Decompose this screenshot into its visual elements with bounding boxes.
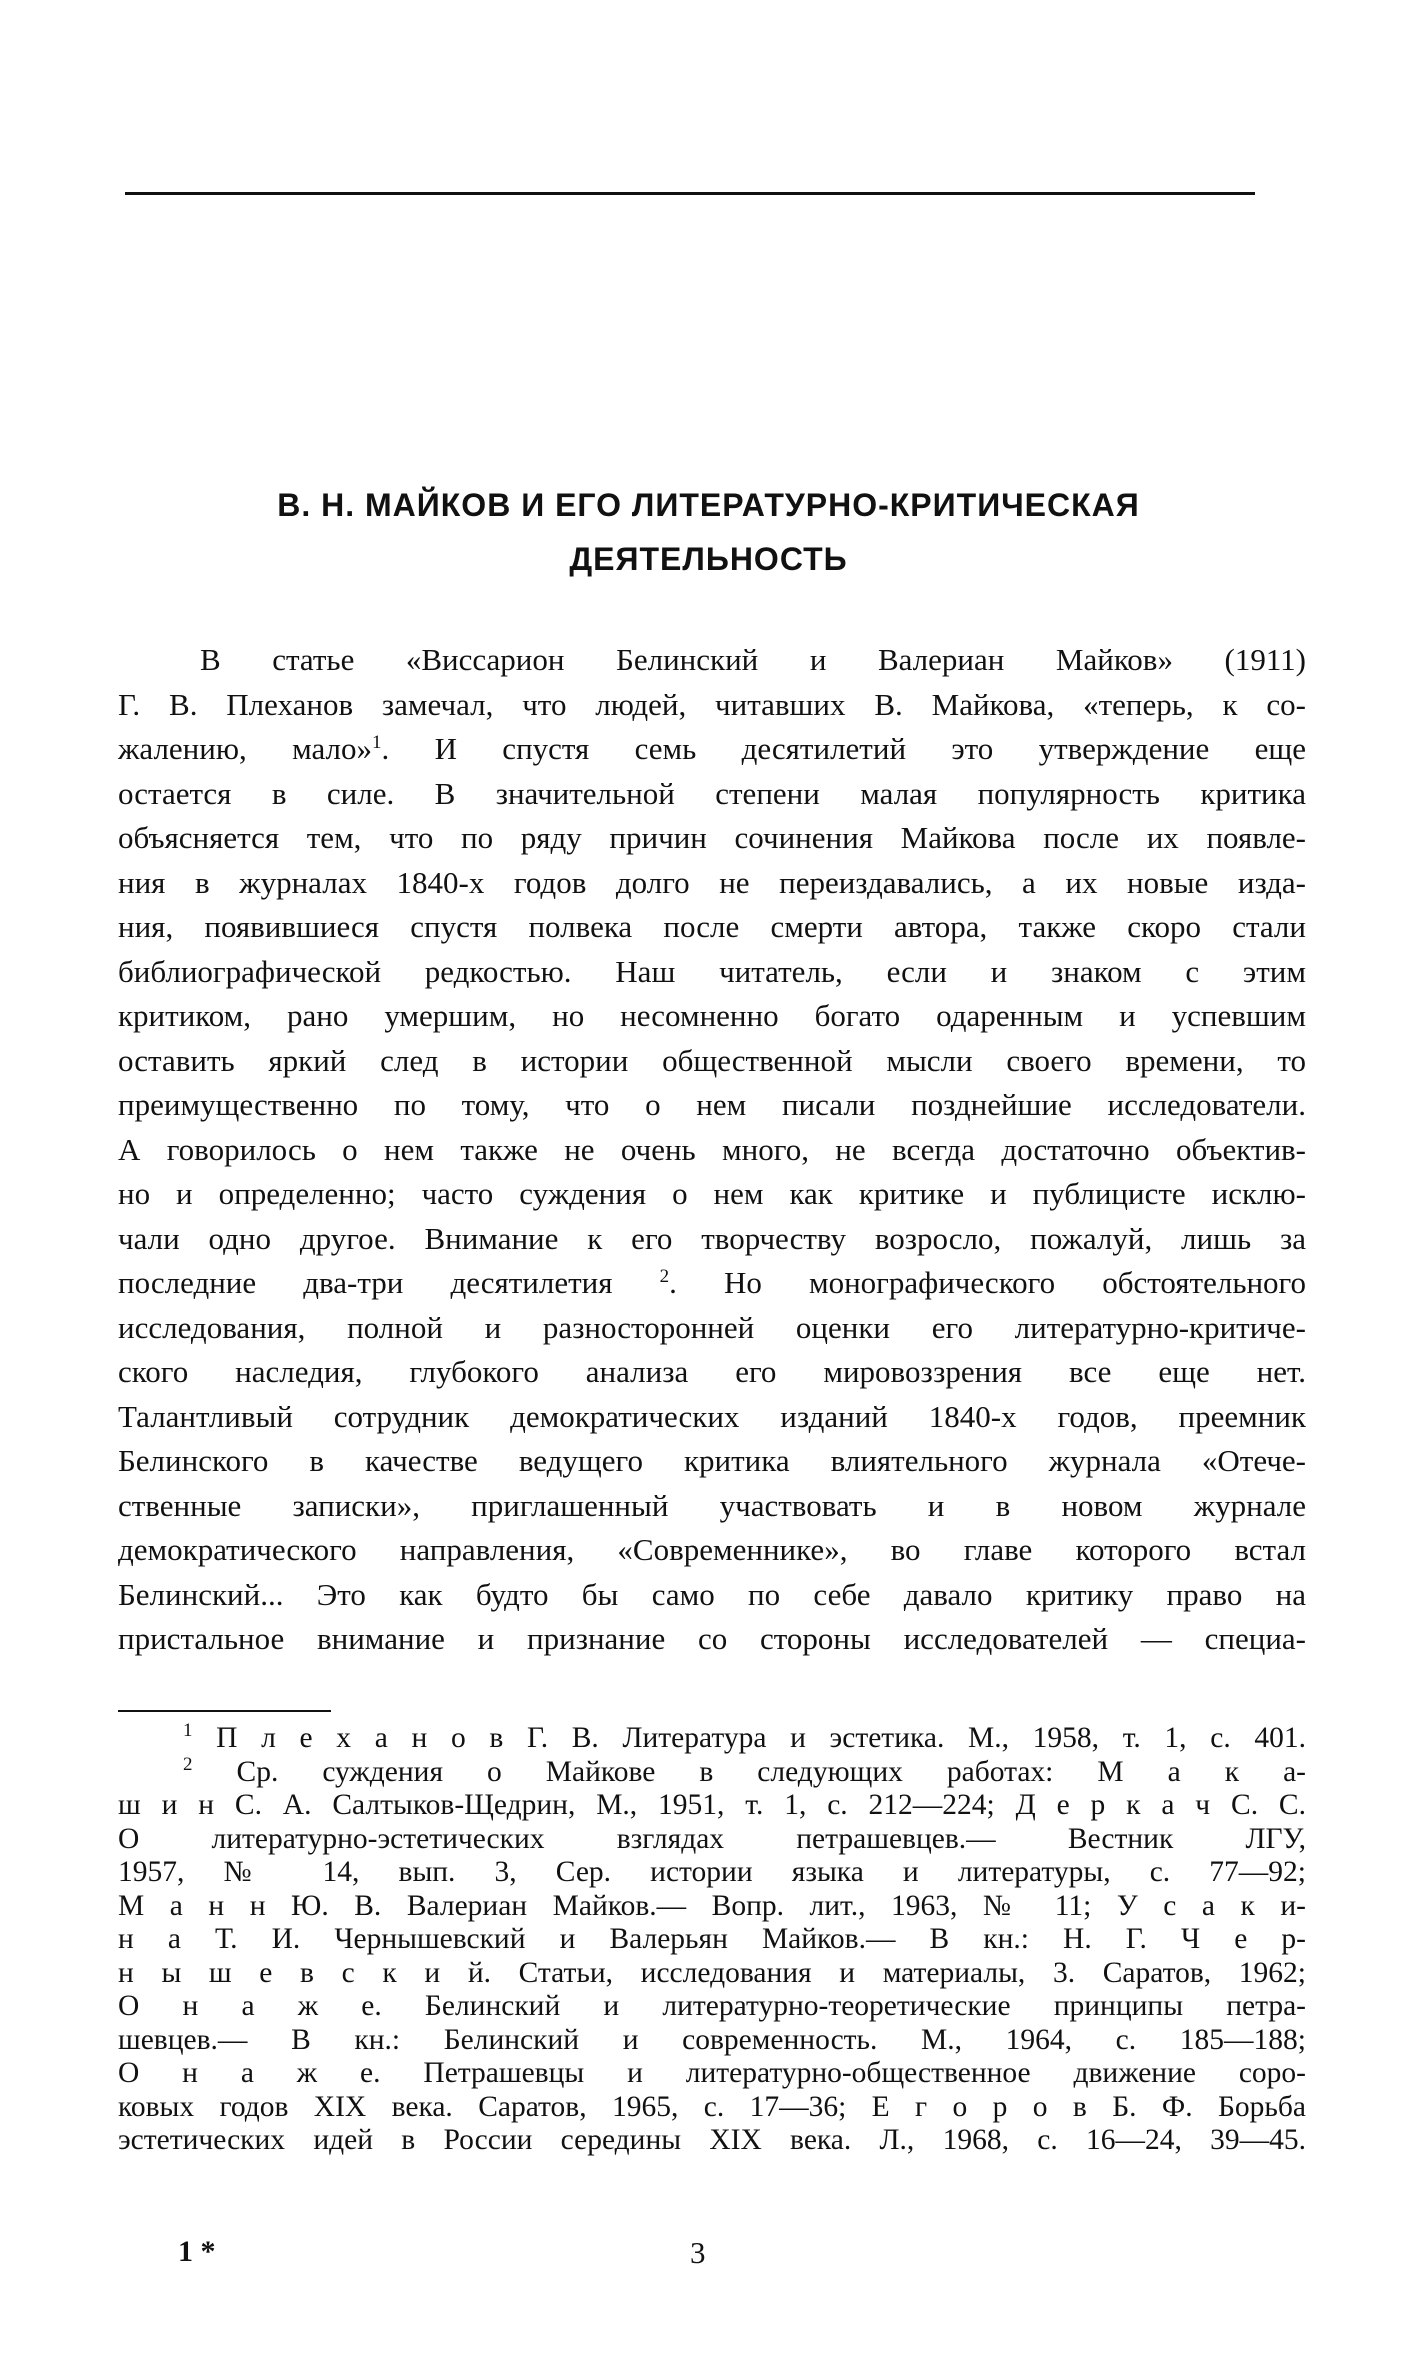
footnote-line: ш и н С. А. Салтыков-Щедрин, М., 1951, т. 1, с. 212—224; Д е р к а ч С. С.	[118, 1789, 1306, 1821]
page-number: 3	[690, 2235, 706, 2270]
body-paragraph	[118, 638, 1306, 1662]
body-line-part: жалению, мало»	[118, 731, 373, 766]
footnote-separator	[118, 1710, 331, 1712]
body-line: Г. В. Плеханов замечал, что людей, читавших В. Майкова, «теперь, к со-	[118, 686, 1306, 722]
body-line	[118, 1261, 1306, 1306]
top-rule	[125, 192, 1255, 195]
body-line: остается в силе. В значительной степени малая популярность критика	[118, 775, 1306, 811]
footnote-marker-2: 2	[183, 1753, 193, 1775]
body-line-part: . И спустя семь десятилетий это утверждение еще	[381, 731, 1306, 766]
body-line-part: последние два-три десятилетия	[118, 1265, 613, 1300]
footnote-ref-2: 2	[659, 1266, 670, 1287]
body-line: объясняется тем, что по ряду причин сочинения Майкова после их появле-	[118, 820, 1306, 855]
body-line: ского наследия, глубокого анализа его мировоззрения все еще нет.	[118, 1354, 1306, 1389]
body-line: преимущественно по тому, что о нем писали позднейшие исследователи.	[118, 1087, 1306, 1122]
footnote-line: н а Т. И. Чернышевский и Валерьян Майков.— В кн.: Н. Г. Ч е р-	[118, 1923, 1306, 1955]
body-line: ния в журналах 1840-х годов долго не переиздавались, а их новые изда-	[118, 864, 1306, 900]
chapter-title-line-1: В. Н. МАЙКОВ И ЕГО ЛИТЕРАТУРНО-КРИТИЧЕСКАЯ	[277, 487, 1140, 523]
footnote-line: М а н н Ю. В. Валериан Майков.— Вопр. лит., 1963, № 11; У с а к и-	[118, 1889, 1306, 1922]
body-line: демократического направления, «Современнике», во главе которого встал	[118, 1532, 1306, 1567]
body-line: чали одно другое. Внимание к его творчеству возросло, пожалуй, лишь за	[118, 1220, 1306, 1256]
footnote-ref-1: 1	[372, 732, 382, 753]
chapter-title	[120, 478, 1297, 586]
body-line: ния, появившиеся спустя полвека после смерти автора, также скоро стали	[118, 909, 1306, 944]
footnote-text: Ср. суждения о Майкове в следующих работах: М а к а-	[236, 1755, 1306, 1788]
footnote-line: шевцев.— В кн.: Белинский и современность. М., 1964, с. 185—188;	[118, 2023, 1306, 2056]
body-line: Белинского в качестве ведущего критика влиятельного журнала «Отече-	[118, 1443, 1306, 1478]
body-line: пристальное внимание и признание со стороны исследователей — специа-	[118, 1621, 1306, 1656]
footnote-line: ковых годов XIX века. Саратов, 1965, с. 17—36; Е г о р о в Б. Ф. Борьба	[118, 2090, 1306, 2123]
footnote-line: 1957, № 14, вып. 3, Сер. истории языка и литературы, с. 77—92;	[118, 1856, 1306, 1888]
footnote-line: н ы ш е в с к и й. Статьи, исследования и материалы, 3. Саратов, 1962;	[118, 1956, 1306, 1989]
footnote-line: эстетических идей в России середины XIX века. Л., 1968, с. 16—24, 39—45.	[118, 2124, 1306, 2156]
body-line: ственные записки», приглашенный участвовать и в новом журнале	[118, 1487, 1306, 1523]
body-line: В статье «Виссарион Белинский и Валериан Майков» (1911)	[200, 642, 1306, 677]
body-line: Талантливый сотрудник демократических изданий 1840-х годов, преемник	[118, 1398, 1306, 1434]
footnote-line: О н а ж е. Петрашевцы и литературно-общественное движение соро-	[118, 2057, 1306, 2089]
body-line: А говорилось о нем также не очень много, не всегда достаточно объектив-	[118, 1131, 1306, 1167]
body-line-part: . Но монографического обстоятельного	[669, 1265, 1306, 1300]
body-line: но и определенно; часто суждения о нем как критике и публицисте исклю-	[118, 1176, 1306, 1211]
footnote-2	[118, 1753, 1306, 1790]
body-line: оставить яркий след в истории общественной мысли своего времени, то	[118, 1042, 1306, 1078]
body-line: Белинский... Это как будто бы само по себе давало критику право на	[118, 1576, 1306, 1612]
footnotes	[118, 1722, 1306, 2158]
footnote-marker-1: 1	[183, 1720, 193, 1741]
footnote-line: О литературно-эстетических взглядах петрашевцев.— Вестник ЛГУ,	[118, 1822, 1306, 1855]
footnote-1	[118, 1722, 1306, 1756]
body-line: библиографической редкостью. Наш читатель, если и знаком с этим	[118, 953, 1306, 989]
printer-signature: 1 *	[178, 2235, 216, 2268]
body-line: исследования, полной и разносторонней оценки его литературно-критиче-	[118, 1309, 1306, 1345]
footnote-line: О н а ж е. Белинский и литературно-теоретические принципы петра-	[118, 1990, 1306, 2022]
chapter-title-line-2: ДЕЯТЕЛЬНОСТЬ	[569, 541, 848, 577]
body-line: критиком, рано умершим, но несомненно богато одаренным и успевшим	[118, 998, 1306, 1033]
footnote-text: П л е х а н о в Г. В. Литература и эстетика. М., 1958, т. 1, с. 401.	[216, 1722, 1306, 1754]
body-line	[118, 727, 1306, 772]
